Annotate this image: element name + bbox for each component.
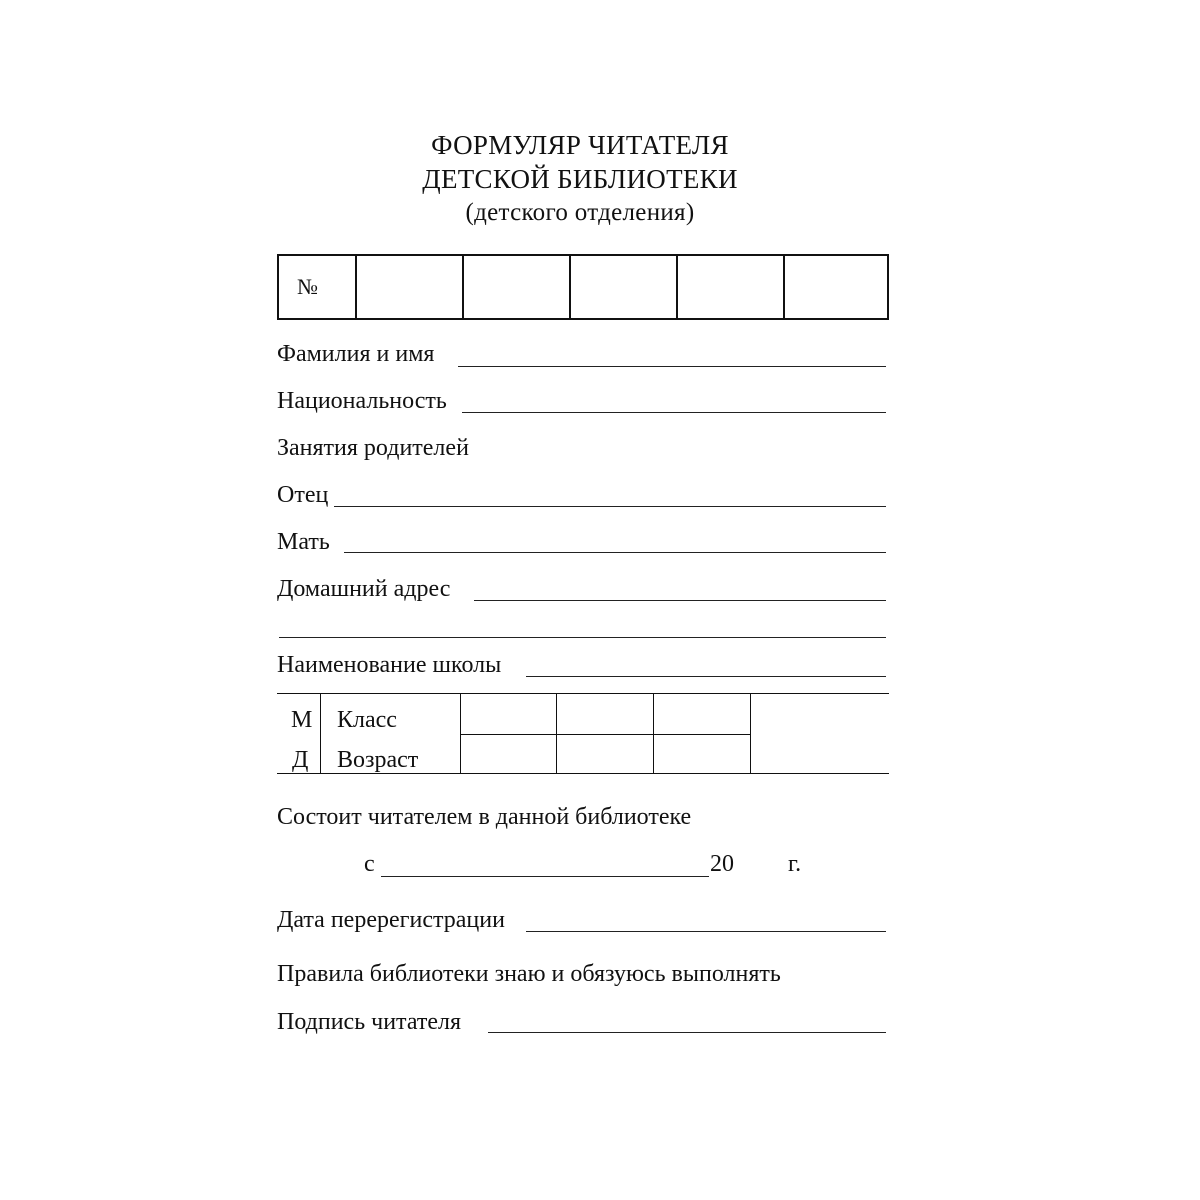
reader-number-grid xyxy=(277,254,889,320)
membership-date-field[interactable] xyxy=(381,876,709,877)
reregistration-field[interactable] xyxy=(526,931,886,932)
membership-since-label: с xyxy=(364,851,375,877)
signature-label: Подпись читателя xyxy=(277,1009,462,1035)
rules-text: Правила библиотеки знаю и обязуюсь выполнять xyxy=(277,961,781,987)
reregistration-label: Дата перерегистрации xyxy=(277,907,505,933)
membership-year-suffix: г. xyxy=(788,851,802,877)
table-top-border xyxy=(277,693,889,694)
form-title-line2: ДЕТСКОЙ БИБЛИОТЕКИ xyxy=(422,164,738,194)
age-label: Возраст xyxy=(337,747,419,773)
home-address-field-line2[interactable] xyxy=(279,637,886,638)
home-address-label: Домашний адрес xyxy=(277,576,451,602)
table-middle-border xyxy=(460,734,751,735)
surname-name-field[interactable] xyxy=(458,366,886,367)
nationality-label: Национальность xyxy=(277,388,447,414)
gender-m-label: М xyxy=(291,707,313,733)
membership-year-prefix: 20 xyxy=(710,851,734,877)
form-subtitle: (детского отделения) xyxy=(465,199,695,226)
table-divider xyxy=(460,693,461,774)
membership-text: Состоит читателем в данной библиотеке xyxy=(277,804,692,830)
home-address-field[interactable] xyxy=(474,600,886,601)
father-label: Отец xyxy=(277,482,329,508)
school-name-label: Наименование школы xyxy=(277,652,502,678)
parents-occupation-label: Занятия родителей xyxy=(277,435,469,461)
form-title-line1: ФОРМУЛЯР ЧИТАТЕЛЯ xyxy=(431,130,729,160)
school-name-field[interactable] xyxy=(526,676,886,677)
signature-field[interactable] xyxy=(488,1032,886,1033)
table-divider xyxy=(750,693,751,774)
class-label: Класс xyxy=(337,707,397,733)
number-digit-cell[interactable] xyxy=(783,256,887,318)
table-divider xyxy=(556,693,557,774)
number-sign: № xyxy=(297,274,318,299)
surname-name-label: Фамилия и имя xyxy=(277,341,435,367)
table-divider xyxy=(653,693,654,774)
gender-d-label: Д xyxy=(292,747,309,773)
table-divider xyxy=(320,693,321,774)
nationality-field[interactable] xyxy=(462,412,886,413)
mother-field[interactable] xyxy=(344,552,886,553)
class-age-table xyxy=(277,693,889,775)
mother-label: Мать xyxy=(277,529,330,555)
number-digit-cell[interactable] xyxy=(569,256,676,318)
number-digit-cell[interactable] xyxy=(676,256,783,318)
number-digit-cell[interactable] xyxy=(355,256,462,318)
father-field[interactable] xyxy=(334,506,886,507)
number-digit-cell[interactable] xyxy=(462,256,569,318)
